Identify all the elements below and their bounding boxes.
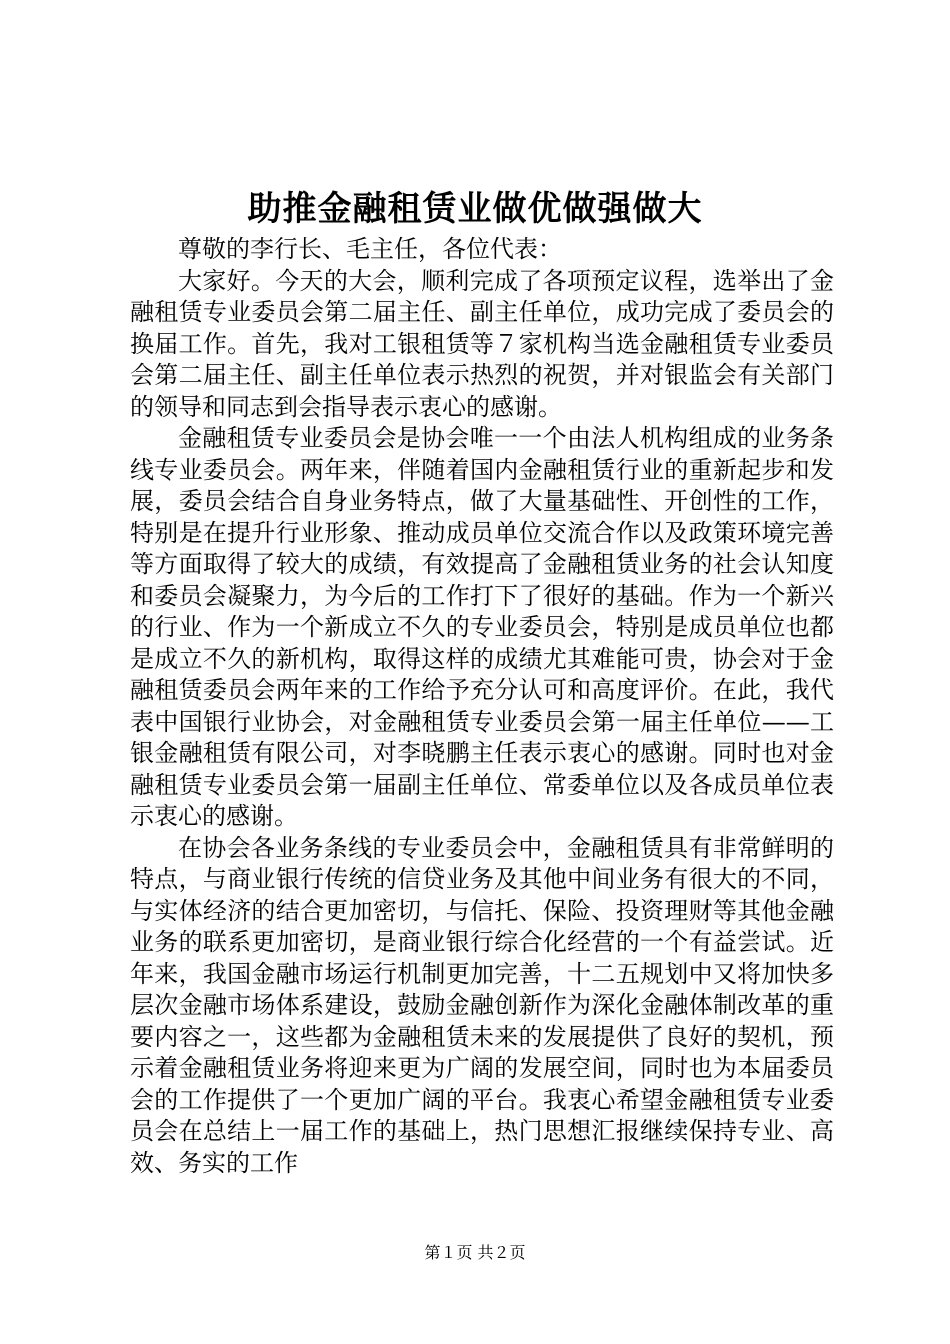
page-number-footer: 第１页 共２页 — [424, 1243, 526, 1262]
body-paragraph: 大家好。今天的大会，顺利完成了各项预定议程，选举出了金融租赁专业委员会第二届主任、副主任单位，成功完成了委员会的换届工作。首先，我对工银租赁等７家机构当选金融租赁专业委员会第二届主任、副主任单位表示热烈的祝贺，并对银监会有关部门的领导和同志到会指导表示衷心的感谢。 — [130, 266, 834, 421]
body-paragraph: 在协会各业务条线的专业委员会中，金融租赁具有非常鲜明的特点，与商业银行传统的信贷业务及其他中间业务有很大的不同，与实体经济的结合更加密切，与信托、保险、投资理财等其他金融业务的联系更加密切，是商业银行综合化经营的一个有益尝试。近年来，我国金融市场运行机制更加完善，十二五规划中又将加快多层次金融市场体系建设，鼓励金融创新作为深化金融体制改革的重要内容之一，这些都为金融租赁未来的发展提供了良好的契机，预示着金融租赁业务将迎来更为广阔的发展空间，同时也为本届委员会的工作提供了一个更加广阔的平台。我衷心希望金融租赁专业委员会在总结上一届工作的基础上，热门思想汇报继续保持专业、高效、务实的工作 — [130, 833, 834, 1177]
body-paragraph: 金融租赁专业委员会是协会唯一一个由法人机构组成的业务条线专业委员会。两年来，伴随着国内金融租赁行业的重新起步和发展，委员会结合自身业务特点，做了大量基础性、开创性的工作，特别是在提升行业形象、推动成员单位交流合作以及政策环境完善等方面取得了较大的成绩，有效提高了金融租赁业务的社会认知度和委员会凝聚力，为今后的工作打下了很好的基础。作为一个新兴的行业、作为一个新成立不久的专业委员会，特别是成员单位也都是成立不久的新机构，取得这样的成绩尤其难能可贵，协会对于金融租赁委员会两年来的工作给予充分认可和高度评价。在此，我代表中国银行业协会，对金融租赁专业委员会第一届主任单位——工银金融租赁有限公司，对李晓鹏主任表示衷心的感谢。同时也对金融租赁专业委员会第一届副主任单位、常委单位以及各成员单位表示衷心的感谢。 — [130, 424, 834, 830]
salutation-paragraph: 尊敬的李行长、毛主任，各位代表： — [178, 235, 562, 263]
document-body — [130, 234, 834, 1179]
page-title: 助推金融租赁业做优做强做大 — [247, 189, 703, 229]
